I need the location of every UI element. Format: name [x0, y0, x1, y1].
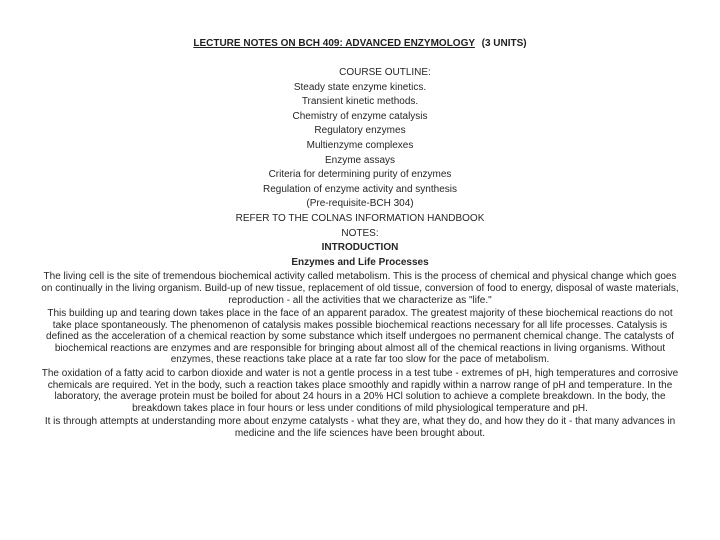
outline-reference: REFER TO THE COLNAS INFORMATION HANDBOOK: [235, 212, 485, 224]
outline-item: Transient kinetic methods.: [301, 96, 419, 108]
paragraph: The living cell is the site of tremendous biochemical activity called metabolism. This is the process of chemical and physical change which goes on continually in the living organism. Build-up of new tissue, replacement of old tissue, conversion of food to energy, disposal of waste materials, reproduction - all the activities that we characterize as "life.": [41, 271, 679, 306]
paragraph: This building up and tearing down takes place in the face of an apparent paradox. The greatest majority of these biochemical reactions do not take place spontaneously. The phenomenon of catalysis makes possible biochemical reactions necessary for all life processes. Catalysis is defined as the acceleration of a chemical reaction by some substance which itself undergoes no permanent chemical change. The catalysts of biochemical reactions are enzymes and are responsible for bringing about almost all of the chemical reactions in living organisms. Without enzymes, these reactions take place at a rate far too slow for the pace of metabolism.: [46, 308, 674, 366]
outline-prerequisite: (Pre-requisite-BCH 304): [306, 198, 414, 210]
outline-item: Enzyme assays: [324, 154, 396, 166]
document-title: [40, 37, 680, 50]
paragraph: The oxidation of a fatty acid to carbon dioxide and water is not a gentle process in a test tube - extremes of pH, high temperatures and corrosive chemicals are required. Yet in the body, such a reaction takes place smoothly and rapidly within a narrow range of pH and temperature. In the laboratory, the average protein must be boiled for about 24 hours in a 20% HCl solution to achieve a complete breakdown. In the body, the breakdown takes place in four hours or less under conditions of mild physiological temperature and pH.: [41, 368, 679, 414]
outline-item: Steady state enzyme kinetics.: [293, 81, 427, 93]
body-text: [40, 271, 680, 439]
outline-heading: COURSE OUTLINE:: [339, 67, 431, 78]
document-title-main: LECTURE NOTES ON BCH 409: ADVANCED ENZYMOLOGY: [193, 38, 475, 49]
outline-item: Multienzyme complexes: [306, 139, 414, 151]
enzymes-life-heading: Enzymes and Life Processes: [291, 256, 429, 268]
outline-item: Chemistry of enzyme catalysis: [292, 110, 428, 122]
document-title-units: (3 UNITS): [481, 38, 527, 49]
outline-item: Regulatory enzymes: [314, 125, 406, 137]
outline-item: Regulation of enzyme activity and synthesis: [263, 183, 457, 195]
outline-item: Criteria for determining purity of enzymes: [268, 169, 452, 181]
notes-label: NOTES:: [341, 227, 379, 239]
course-outline: [40, 66, 680, 241]
introduction-heading: INTRODUCTION: [321, 242, 399, 254]
paragraph: It is through attempts at understanding more about enzyme catalysts - what they are, what they do, and how they do it - that many advances in medicine and the life sciences have been brought about.: [44, 416, 676, 440]
